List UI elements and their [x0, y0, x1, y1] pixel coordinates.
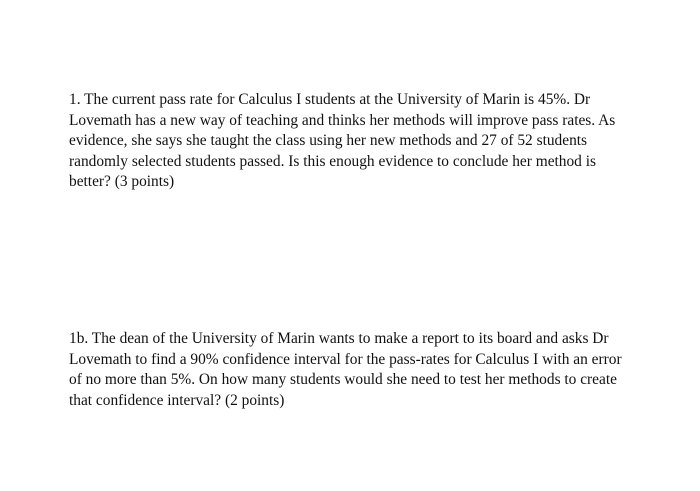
question-1b-line: Lovemath to find a 90% confidence interval for the pass-rates for Calculus I with an error [69, 350, 622, 368]
question-1-line: Lovemath has a new way of teaching and thinks her methods will improve pass rates. As [69, 111, 616, 129]
question-1-line: better? (3 points) [69, 173, 175, 190]
question-1-line: randomly selected students passed. Is this enough evidence to conclude her method is [69, 152, 596, 170]
question-1b-line: 1b. The dean of the University of Marin wants to make a report to its board and asks Dr [69, 330, 609, 347]
question-1-line: evidence, she says she taught the class using her new methods and 27 of 52 students [69, 132, 588, 149]
question-1b-line: that confidence interval? (2 points) [69, 391, 285, 409]
question-1b [69, 329, 667, 411]
question-1b-line: of no more than 5%. On how many students would she need to test her methods to create [69, 371, 617, 388]
question-1-line: 1. The current pass rate for Calculus I students at the University of Marin is 45%. Dr [69, 91, 591, 108]
question-1 [69, 90, 667, 193]
